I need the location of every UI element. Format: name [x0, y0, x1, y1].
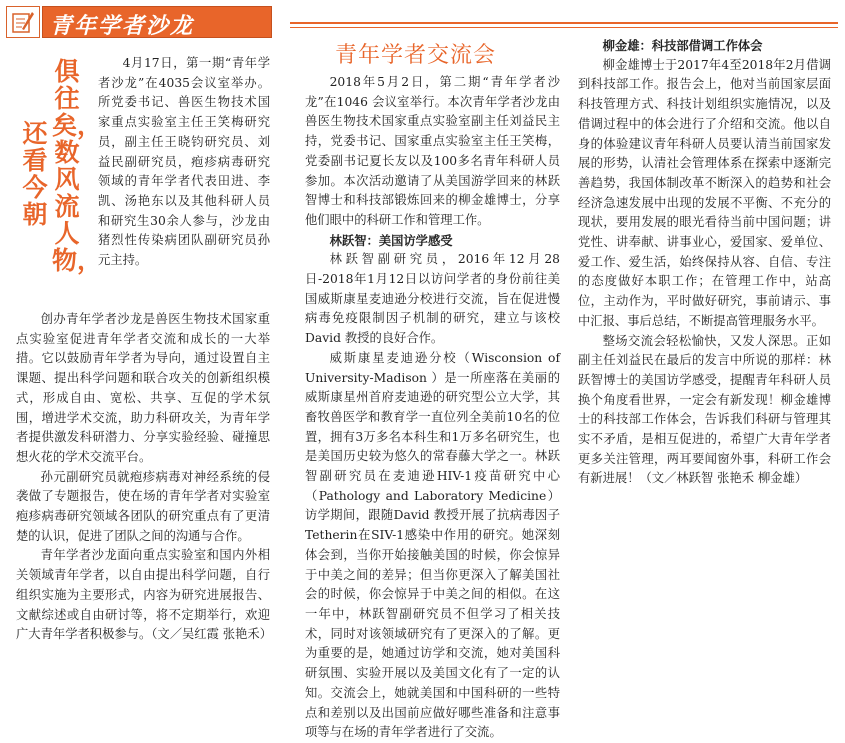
section-header — [6, 6, 272, 38]
article2-subhead-1: 林跃智：美国访学感受 — [329, 232, 453, 248]
article1-paragraph-1: 4月17日，第一期“青年学者沙龙”在4035会议室举办。所党委书记、兽医生物技术国家重点实验室主任王笑梅研究员，副主任王晓钧研究员、刘益民副研究员，疱疹病毒研究领域的青年学者代表田进、李凯、汤艳东以及其他科研人员和研究生30余人参与，沙龙由猪烈性传染病团队副研究员孙元主持。 — [98, 56, 270, 268]
article1-paragraph-4: 青年学者沙龙面向重点实验室和国内外相关领域青年学者，以自由提出科学问题，自行组织实施为主要形式，内容为研究进展报告、文献综述或自由研讨等，将不定期举行，欢迎广大青年学者积极参与。（文／吴红霞 张艳禾） — [16, 548, 272, 642]
article1-intro — [98, 54, 270, 271]
article1-paragraph-3: 孙元副研究员就疱疹病毒对神经系统的侵袭做了专题报告，使在场的青年学者对实验室疱疹病毒研究领域各团队的研究重点有了更清楚的认识，促进了团队之间的沟通与合作。 — [16, 469, 270, 543]
header-rule — [290, 22, 838, 24]
article2-paragraph-4: 柳金雄博士于2017年4至2018年2月借调到科技部工作。报告会上，他对当前国家层面科技管理方式、科技计划组织实施情况，以及借调过程中的体会进行了介绍和交流。他以自身的体验建议青年科研人员要认清当前国家发展的形势，认清社会管理体系在探索中逐渐完善趋势，我国体制改革不断深入的趋势和社会经济急速发展中出现的发展不平衡、不充分的现状，要用发展的眼光看待当前中国问题；讲党性、讲奉献、讲事业心，爱国家、爱单位、爱工作、爱生活，始终保持从容、自信、专注的态度做好本职工作；在管理工作中，站高位，主动作为，平时做好研究，事前请示、事中汇报、事后总结，不断提高管理服务水平。 — [578, 57, 831, 328]
article2-paragraph-5: 整场交流会轻松愉快，又发人深思。正如副主任刘益民在最后的发言中所说的那样：林跃智博士的美国访学感受，提醒青年科研人员换个角度看世界，一定会有新发现！柳金雄博士的科技部工作体会，告诉我们科研与管理其实不矛盾，是相互促进的，希望广大青年学者更多关注管理，两耳要闻窗外事，科研工作会有新进展！（文／林跃智 张艳禾 柳金雄） — [578, 333, 831, 486]
article2-col-2 — [578, 36, 831, 489]
article1-paragraph-2: 创办青年学者沙龙是兽医生物技术国家重点实验室促进青年学者交流和成长的一大举措。它以鼓励青年学者为导向，通过设置自主课题、提出科学问题和联合攻关的创新组织模式，形成自由、宽松、共享、互促的学术氛围，增进学术交流，助力科研攻关，为青年学者提供激发科研潜力、分享实验经验、碰撞思想火花的学术交流平台。 — [16, 312, 270, 464]
header-rule-thin — [290, 27, 838, 28]
poem-line-2: 还看今朝 — [22, 119, 48, 229]
poem-line-1: 俱往矣，数风流人物， — [52, 57, 103, 275]
article2-paragraph-1: 2018年5月2日，第二期“青年学者沙龙”在1046 会议室举行。本次青年学者沙龙由兽医生物技术国家重点实验室副主任刘益民主持，党委书记、国家重点实验室主任王笑梅，党委副书记夏长友以及100多名青年科研人员参加。本次活动邀请了从美国游学回来的林跃智博士和科技部锻炼回来的柳金雄博士，分享他们眼中的科研工作和管理工作。 — [305, 75, 560, 227]
header-title: 青年学者沙龙 — [50, 13, 195, 39]
pen-note-icon — [6, 6, 40, 38]
article2-title: 青年学者交流会 — [335, 43, 497, 68]
article2-paragraph-3: 威斯康星麦迪逊分校（Wisconsion of University-Madison ）是一所座落在美丽的威斯康星州首府麦迪逊的研究型公立大学，其畜牧兽医学和教育学一直位列全美前10名的位置，拥有3万多名本科生和1万多名研究生，也是美国历史较为悠久的常春藤大学之一。林跃智副研究员在麦迪逊HIV-1疫苗研究中心（Pathology and Laboratory Medicine）访学期间，跟随David 教授开展了抗病毒因子Tetherin在SIV-1感染中作用的研究。她深刻体会到，当你开始接触美国的时候，你会惊异于中美之间的差异；但当你更深入了解美国社会的时候，你会惊异于中美之间的相似。在这一年中，林跃智副研究员不但学习了相关技术，同时对该领域研究有了更深入的了解。更为重要的是，她通过访学和交流，她对美国科研氛围、实验开展以及美国文化有了一定的认知。交流会上，她就美国和中国科研的一些特点和差别以及出国前应做好哪些准备和注意事项等与在场的青年学者进行了交流。 — [305, 350, 560, 740]
article1-body — [16, 310, 270, 645]
article2-col-1 — [305, 73, 560, 743]
article2-paragraph-2: 林跃智副研究员，2016年12月28日-2018年1月12日以访问学者的身份前往美国威斯康星麦迪逊分校进行交流，旨在促进慢病毒免疫限制因子机制的研究，建立与该校David 教授的良好合作。 — [305, 252, 560, 346]
article2-subhead-2: 柳金雄：科技部借调工作体会 — [602, 38, 763, 53]
